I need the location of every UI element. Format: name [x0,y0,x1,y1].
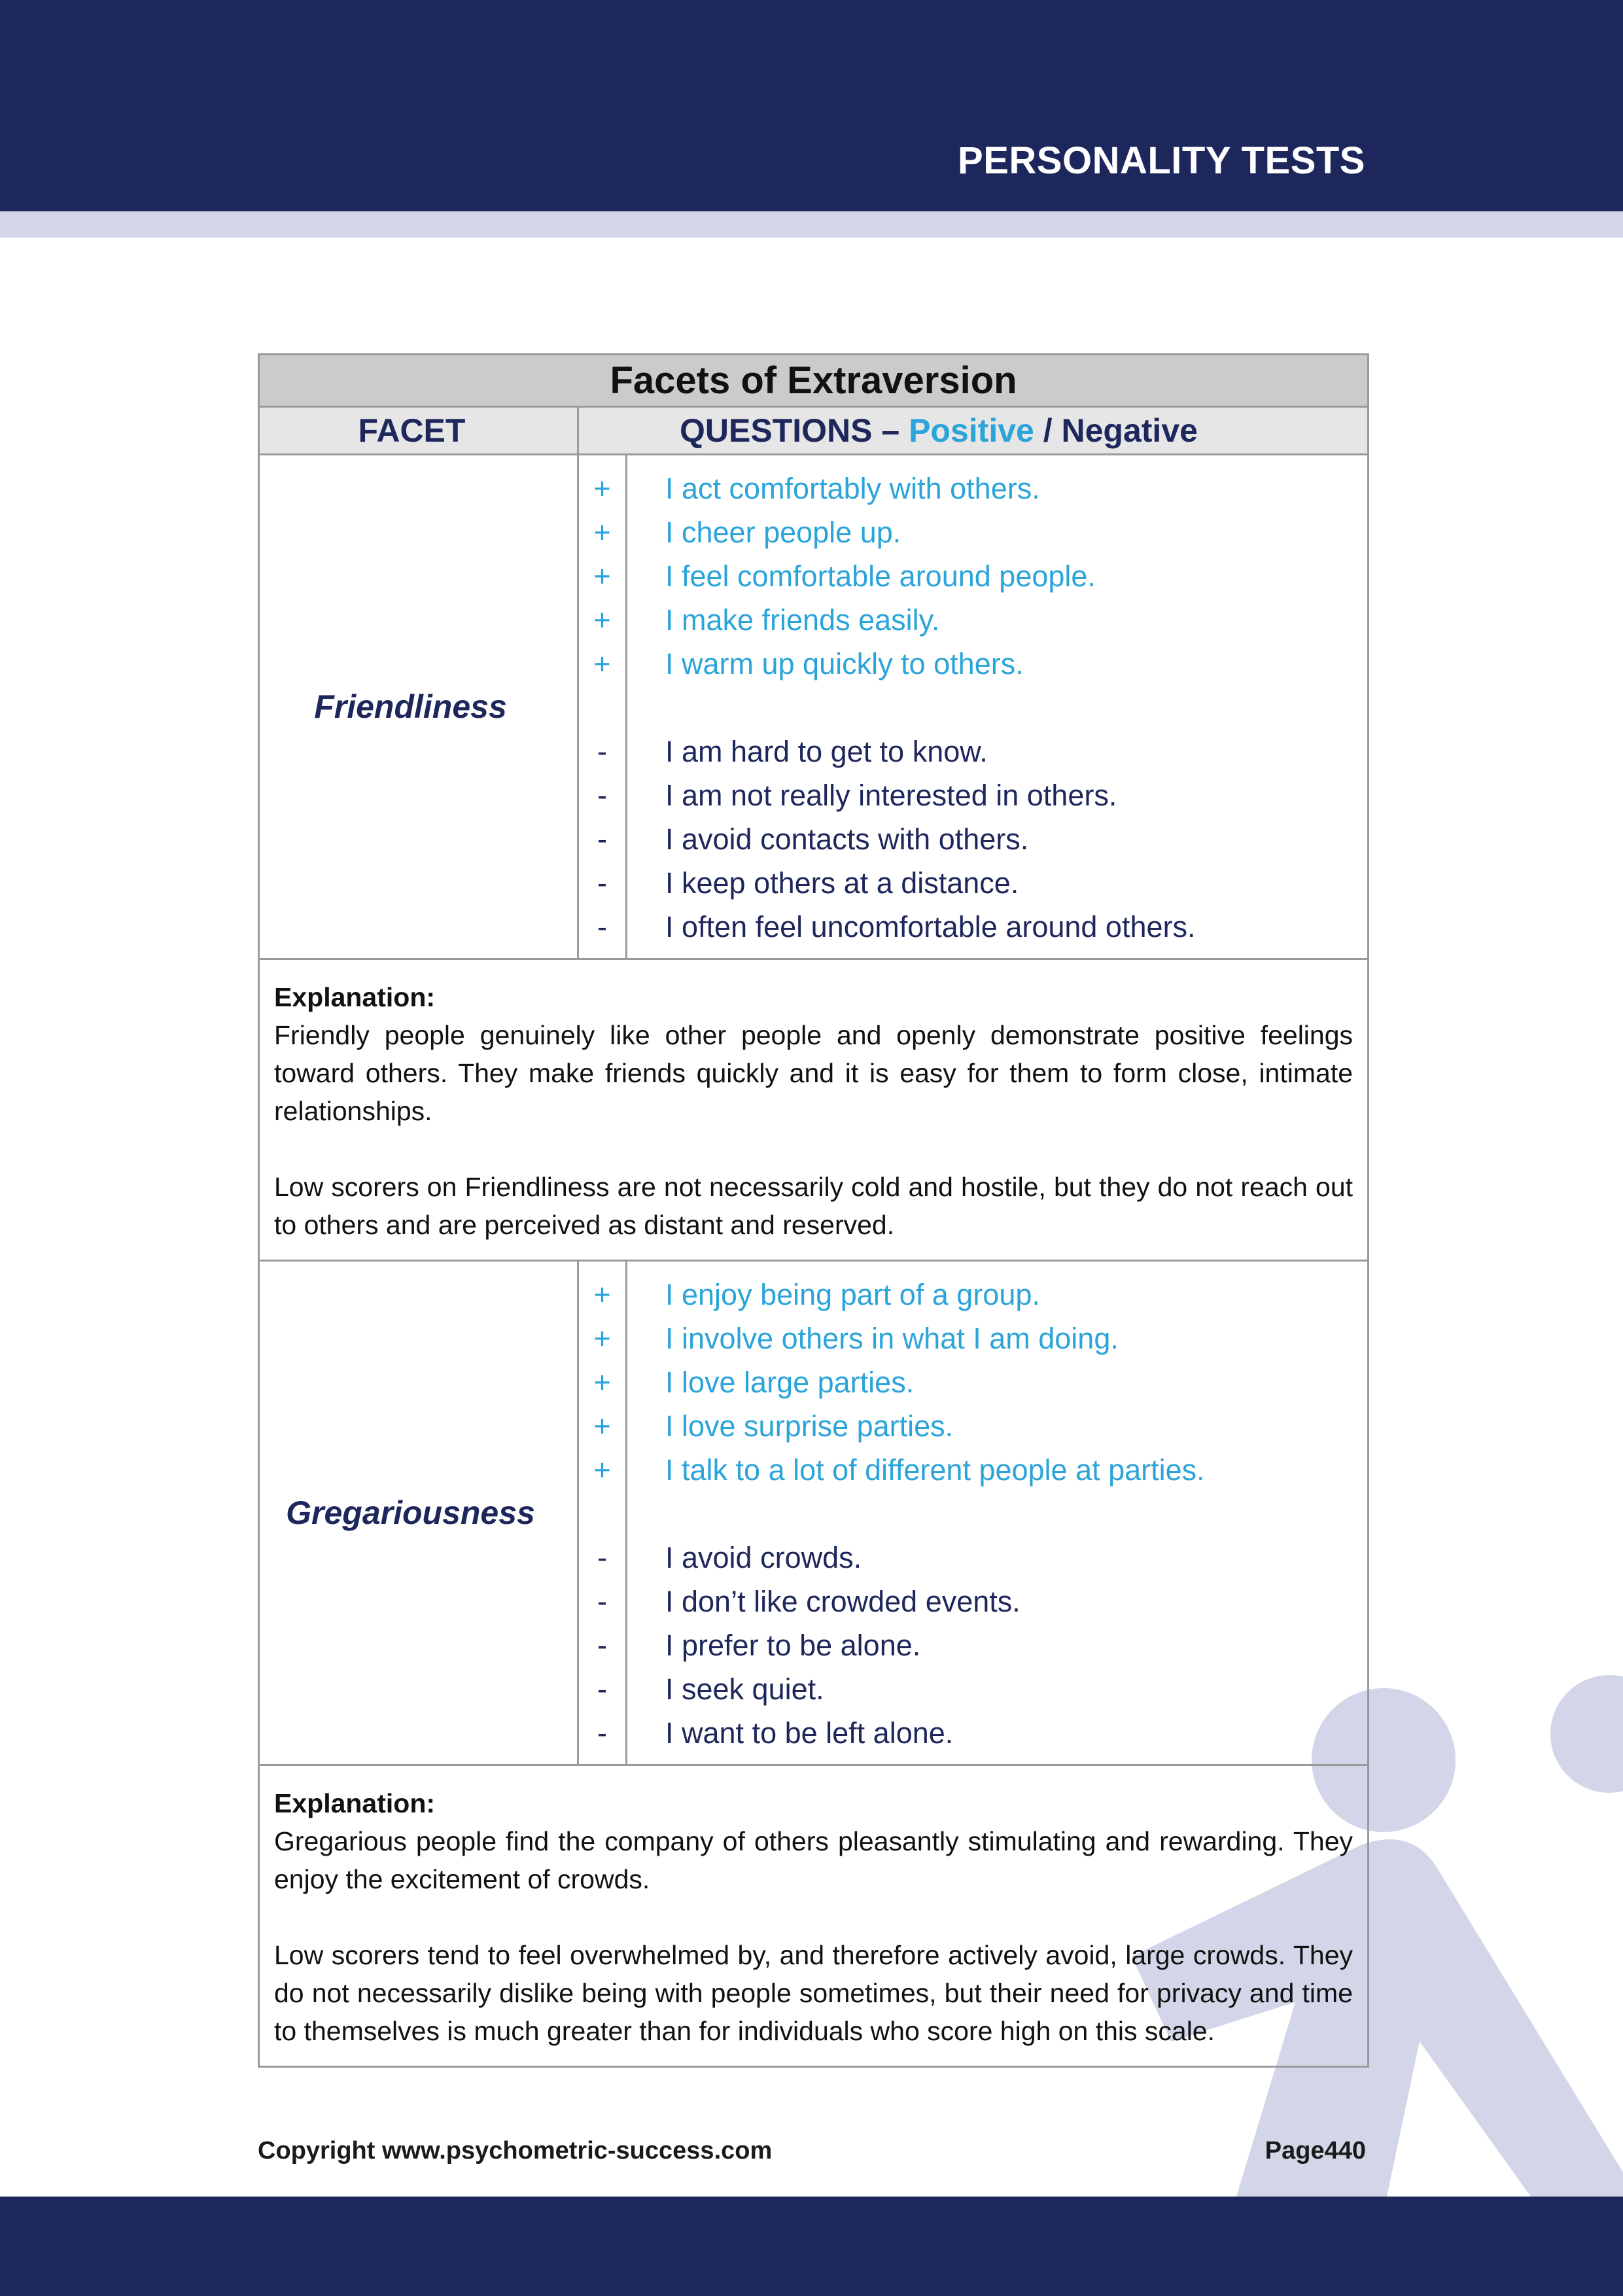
facet-name: Gregariousness [286,1494,535,1531]
facet-name-cell [259,455,578,959]
positive-sign: + [593,603,611,637]
positive-sign: + [593,559,611,593]
negative-question: I avoid crowds. [665,1541,862,1574]
facet-name: Friendliness [314,688,507,725]
negative-sign: - [597,735,607,768]
negative-question: I don’t like crowded events. [665,1585,1021,1618]
positive-sign: + [593,1322,611,1355]
header-separator: / [1034,412,1062,449]
page-number-value: 440 [1324,2137,1366,2164]
negative-sign: - [597,866,607,900]
table-title: Facets of Extraversion [259,355,1369,407]
positive-sign: + [593,1278,611,1311]
explanation-paragraph: Low scorers on Friendliness are not necessarily cold and hostile, but they do not reach out to others and are perceived as distant and reserved. [274,1172,1353,1240]
negative-sign: - [597,1629,607,1662]
positive-question: I act comfortably with others. [665,472,1040,505]
page-header-title: PERSONALITY TESTS [958,139,1365,182]
explanation-paragraph: Friendly people genuinely like other people and openly demonstrate positive feelings toward others. They make friends quickly and it is easy for them to form close, intimate relationships. [274,1020,1353,1126]
positive-question: I love surprise parties. [665,1409,954,1443]
facet-row-gregariousness [259,1261,1369,1765]
negative-question: I keep others at a distance. [665,866,1019,900]
facet-column-header: FACET [259,407,578,455]
positive-question: I talk to a lot of different people at parties. [665,1453,1205,1487]
footer-band [0,2197,1623,2296]
explanation-paragraph: Low scorers tend to feel overwhelmed by, and therefore actively avoid, large crowds. They do not necessarily dislike being with people sometimes, but their need for privacy and time to themselves is much greater than for individuals who score high on this scale. [274,1940,1353,2046]
page-number [1265,2137,1366,2165]
positive-question: I cheer people up. [665,516,901,549]
negative-sign: - [597,910,607,944]
positive-sign: + [593,1453,611,1487]
sign-column [578,455,627,959]
explanation-cell [259,959,1369,1261]
negative-sign: - [597,1672,607,1706]
negative-question: I seek quiet. [665,1672,824,1706]
explanation-label: Explanation: [274,1788,436,1818]
page-label: Page [1265,2137,1325,2164]
positive-sign: + [593,516,611,549]
negative-question: I avoid contacts with others. [665,822,1029,856]
negative-question: I am hard to get to know. [665,735,988,768]
negative-sign: - [597,1585,607,1618]
explanation-paragraph: Gregarious people find the company of others pleasantly stimulating and rewarding. They enjoy the excitement of crowds. [274,1826,1353,1894]
questions-column [627,455,1369,959]
positive-sign: + [593,1409,611,1443]
explanation-label: Explanation: [274,982,436,1012]
negative-question: I prefer to be alone. [665,1629,921,1662]
sign-column [578,1261,627,1765]
questions-header-prefix: QUESTIONS – [680,412,909,449]
negative-sign: - [597,1541,607,1574]
positive-question: I involve others in what I am doing. [665,1322,1119,1355]
positive-sign: + [593,1366,611,1399]
positive-question: I feel comfortable around people. [665,559,1096,593]
negative-question: I often feel uncomfortable around others. [665,910,1196,944]
explanation-row-gregariousness [259,1765,1369,2067]
negative-sign: - [597,822,607,856]
header-stripe [0,211,1623,238]
explanation-cell [259,1765,1369,2067]
positive-question: I enjoy being part of a group. [665,1278,1040,1311]
copyright-text: Copyright www.psychometric-success.com [258,2137,773,2164]
negative-sign: - [597,1716,607,1750]
questions-column-header [578,407,1369,455]
header-band [0,0,1623,211]
negative-question: I want to be left alone. [665,1716,954,1750]
negative-header-word: Negative [1061,412,1198,449]
facet-name-cell [259,1261,578,1765]
positive-question: I make friends easily. [665,603,940,637]
positive-sign: + [593,472,611,505]
negative-sign: - [597,779,607,812]
facet-row-friendliness [259,455,1369,959]
questions-column [627,1261,1369,1765]
positive-question: I love large parties. [665,1366,915,1399]
positive-sign: + [593,647,611,680]
explanation-row-friendliness [259,959,1369,1261]
positive-question: I warm up quickly to others. [665,647,1024,680]
negative-question: I am not really interested in others. [665,779,1117,812]
positive-header-word: Positive [909,412,1034,449]
facets-table [258,353,1369,2068]
